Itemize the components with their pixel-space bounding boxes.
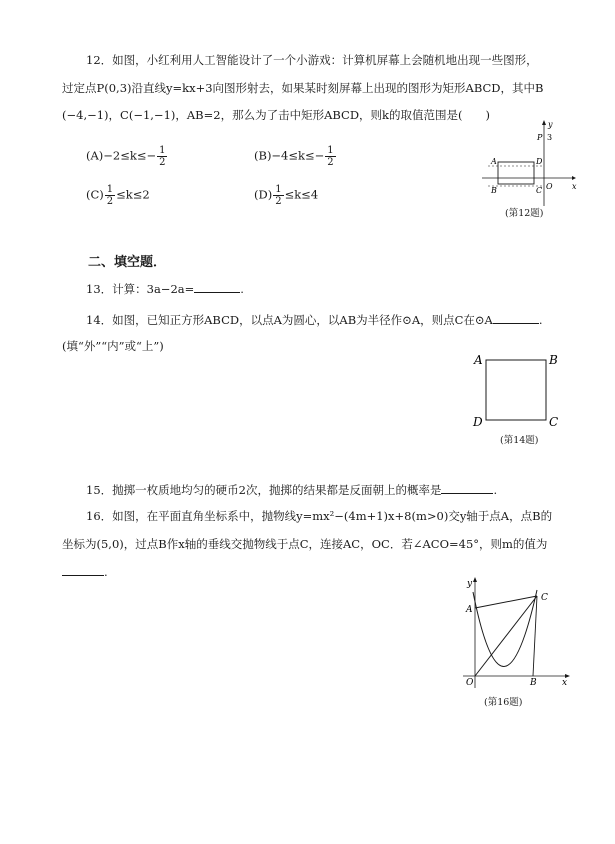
frac-num: 1 [159,145,166,156]
q12-caption: (第12题) [505,208,544,219]
q14-figure [468,350,568,430]
q15-text: 15．抛掷一枚质地均匀的硬币2次，抛掷的结果都是反面朝上的概率是 [86,483,442,497]
frac-den: 2 [159,157,166,168]
q12-line1: 12．如图，小红利用人工智能设计了一个小游戏：计算机屏幕上会随机地出现一些图形， [86,53,538,67]
q13-answer-blank[interactable] [194,280,240,293]
q12-option-a-text: (A)−2≤k≤− [86,148,157,163]
q16-answer-blank[interactable] [62,563,104,576]
q12-option-c-label: (C) [86,187,104,202]
fraction-half [105,184,115,207]
q15-end: . [493,483,498,497]
fig14-b-label: B [549,353,558,367]
q12-line2: 过定点P(0,3)沿直线y=kx+3向图形射去，如果某时刻屏幕上出现的图形为矩形ABCD，其中B [62,81,544,95]
fig14-a-label: A [474,353,483,367]
x-axis-arrow-icon [572,176,576,180]
q12-option-b [254,145,337,168]
q14-end: . [538,313,543,327]
frac-num: 1 [275,184,282,195]
fig16-a-label: A [466,605,473,615]
fig12-p-label: P [537,133,543,142]
q15-answer-blank[interactable] [441,481,493,494]
segment-ac [475,596,537,608]
q12-option-d [254,184,318,207]
q12-option-d-label: (D) [254,187,273,202]
q13-line [86,280,244,297]
q14-line1 [86,311,543,328]
fig12-x-label: x [572,182,577,191]
q14-caption: (第14题) [500,435,539,446]
fig16-x-label: x [562,678,568,688]
q16-line1: 16．如图，在平面直角坐标系中，抛物线y=mx²−(4m+1)x+8(m>0)交y轴于点A，点B的 [86,509,553,523]
q14-answer-blank[interactable] [493,311,539,324]
q16-figure [455,572,575,692]
q16-end: . [104,565,108,579]
q16-line2: 坐标为(5,0)，过点B作x轴的垂线交抛物线于点C，连接AC，OC．若∠ACO=45°，则m的值为 [62,537,548,551]
rectangle-abcd [498,162,534,184]
q12-option-d-text: ≤k≤4 [284,187,319,202]
frac-num: 1 [106,184,114,195]
frac-den: 2 [275,196,282,207]
fig12-c-label: C [536,186,543,195]
fig12-a-label: A [491,157,497,166]
fig16-o-label: O [466,678,474,688]
fig12-3-label: 3 [547,133,553,142]
fraction-half [157,145,167,168]
q12-line3: (−4,−1)，C(−1,−1)，AB=2，那么为了击中矩形ABCD，则k的取值范围是( ) [62,108,491,122]
q12-option-a [86,145,168,168]
q13-end: . [240,282,244,296]
fig14-d-label: D [473,415,483,429]
frac-den: 2 [327,157,334,168]
fig14-c-label: C [549,415,559,429]
square-abcd [486,360,546,420]
fig12-b-label: B [491,186,497,195]
segment-bc [533,596,537,676]
fig16-b-label: B [530,678,537,688]
q14-text: 14．如图，已知正方形ABCD，以点A为圆心，以AB为半径作⊙A，则点C在⊙A [86,313,493,327]
fig16-c-label: C [541,593,548,603]
q12-figure [480,118,580,208]
q15-line [86,481,497,498]
fraction-half [325,145,335,168]
q14-line2: (填“外”“内”或“上”) [62,339,164,353]
fraction-half [273,184,283,207]
fig12-o-label: O [546,182,553,191]
q12-option-b-text: (B)−4≤k≤− [254,148,325,163]
y-axis-arrow-icon [542,120,546,125]
frac-num: 1 [327,145,334,156]
fig12-y-label: y [548,120,553,129]
q13-text: 13．计算：3a−2a= [86,282,195,296]
fig12-d-label: D [536,157,543,166]
q16-line3 [62,563,108,580]
frac-den: 2 [106,196,114,207]
y-axis-arrow-icon [473,577,477,582]
q12-option-c [86,184,150,207]
q12-option-c-text: ≤k≤2 [116,187,150,202]
q16-caption: (第16题) [484,697,523,708]
parabola [473,590,537,667]
fig16-y-label: y [467,579,473,589]
section-heading: 二、填空题． [88,255,167,270]
